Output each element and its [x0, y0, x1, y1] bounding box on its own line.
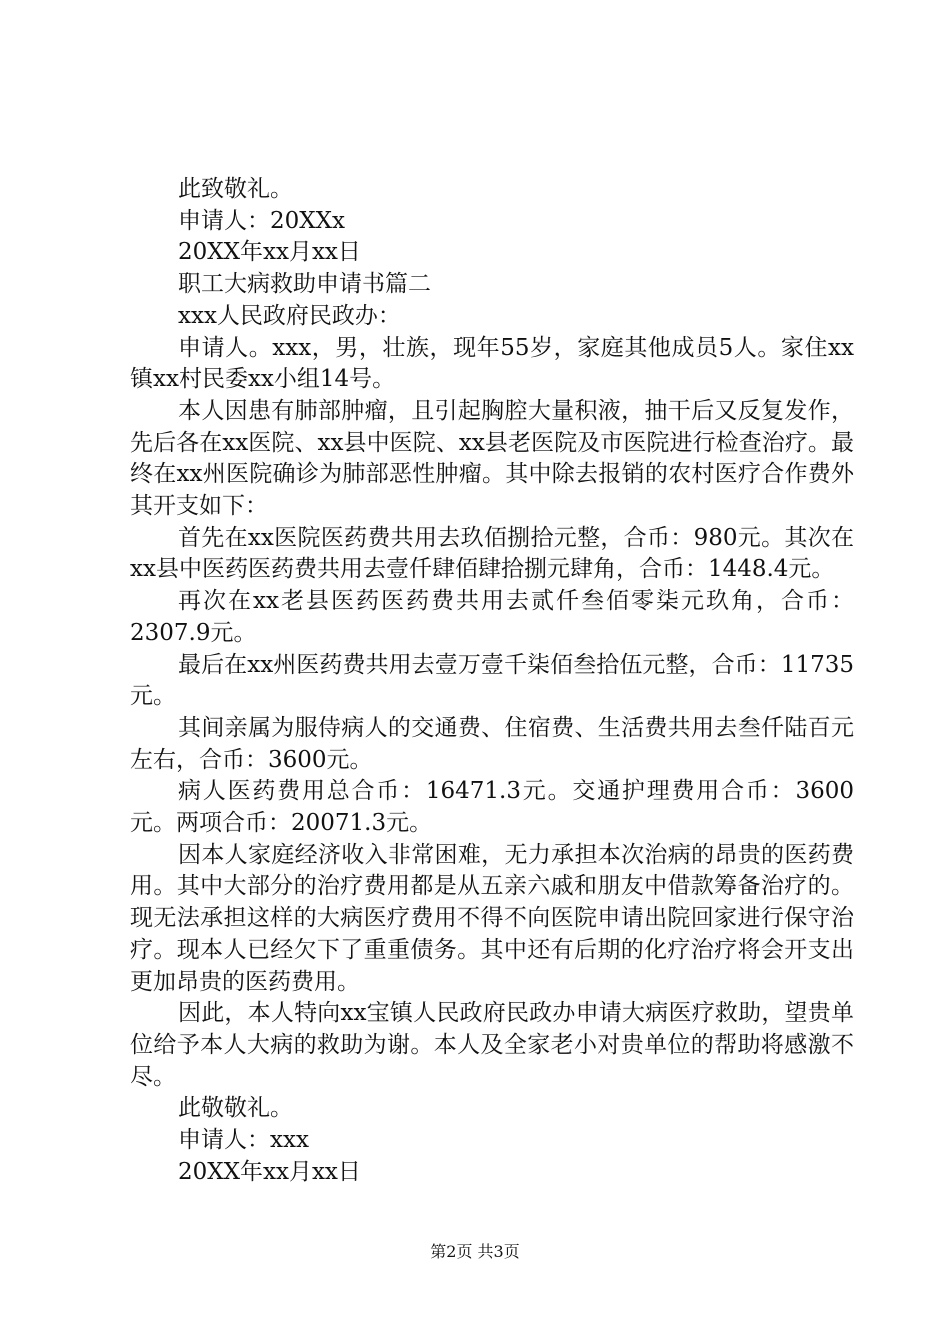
paragraph: 因本人家庭经济收入非常困难，无力承担本次治病的昂贵的医药费用。其中大部分的治疗费用都是从五亲六戚和朋友中借款筹备治疗的。现无法承担这样的大病医疗费用不得不向医院申请出院回家进行保守治疗。现本人已经欠下了重重债务。其中还有后期的化疗治疗将会开支出更加昂贵的医药费用。	[130, 841, 854, 995]
paragraph: 最后在xx州医药费共用去壹万壹千柒佰叁拾伍元整，合币：11735元。	[130, 651, 854, 710]
salutation: xxx人民政府民政办：	[178, 302, 401, 329]
section-title: 职工大病救助申请书篇二	[178, 271, 431, 298]
paragraph: 因此，本人特向xx宝镇人民政府民政办申请大病医疗救助，望贵单位给予本人大病的救助为谢。本人及全家老小对贵单位的帮助将感激不尽。	[130, 1000, 854, 1090]
paragraph: 首先在xx医院医药费共用去玖佰捌拾元整，合币：980元。其次在xx县中医药医药费共用去壹仟肆佰肆拾捌元肆角，合币：1448.4元。	[130, 524, 854, 583]
paragraph: 其间亲属为服侍病人的交通费、住宿费、生活费共用去叁仟陆百元左右，合币：3600元。	[130, 714, 854, 773]
paragraph: 申请人。xxx，男，壮族，现年55岁，家庭其他成员5人。家住xx镇xx村民委xx小组14号。	[130, 334, 854, 393]
document-body	[130, 174, 854, 1189]
paragraph: 病人医药费用总合币：16471.3元。交通护理费用合币：3600元。两项合币：20071.3元。	[130, 778, 854, 837]
closing-line: 申请人：20XXx	[178, 207, 345, 234]
page-footer: 第2页 共3页	[430, 1242, 520, 1261]
signoff-line: 20XX年xx月xx日	[178, 1158, 361, 1185]
signoff-line: 此敬敬礼。	[178, 1095, 293, 1122]
paragraph: 再次在xx老县医药医药费共用去贰仟叁佰零柒元玖角，合币：2307.9元。	[130, 588, 854, 646]
closing-line: 此致敬礼。	[178, 176, 293, 202]
paragraph: 本人因患有肺部肿瘤，且引起胸腔大量积液，抽干后又反复发作，先后各在xx医院、xx县中医院、xx县老医院及市医院进行检查治疗。最终在xx州医院确诊为肺部恶性肿瘤。其中除去报销的农村医疗合作费外其开支如下：	[130, 397, 854, 520]
signoff-line: 申请人：xxx	[178, 1127, 309, 1154]
closing-line: 20XX年xx月xx日	[178, 239, 361, 266]
